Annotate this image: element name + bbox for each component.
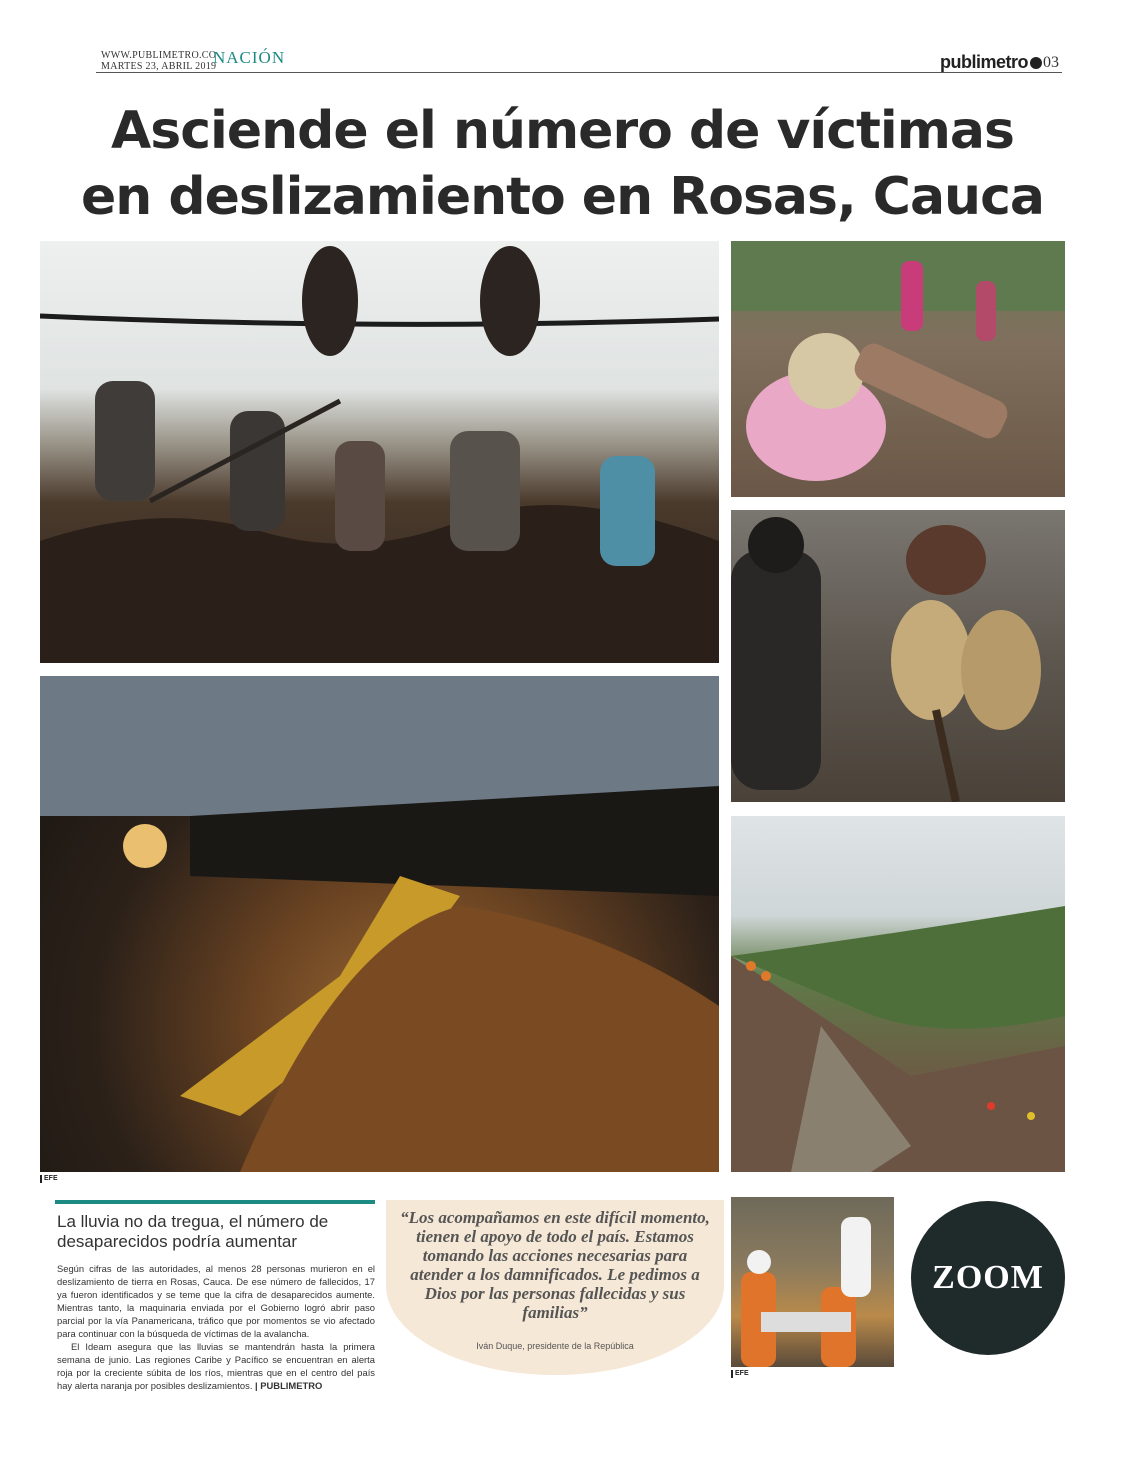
photo-rescuers-digging xyxy=(40,241,719,663)
section-label: NACIÓN xyxy=(213,48,286,67)
photo-childs-shoes-art xyxy=(731,510,1065,802)
story-signature: | PUBLIMETRO xyxy=(255,1380,323,1391)
logo-text: publimetro xyxy=(940,52,1028,72)
story-body xyxy=(57,1262,375,1392)
photo-teddy-bear-debris xyxy=(731,241,1065,497)
story-paragraph-2 xyxy=(57,1340,375,1392)
photo-hillside-landslide-art xyxy=(731,816,1065,1172)
photo-childs-shoes xyxy=(731,510,1065,802)
photo-hillside-landslide xyxy=(731,816,1065,1172)
pull-quote: “Los acompañamos en este difícil momento, tienen el apoyo de todo el país. Estamos tomando las acciones necesarias para atender a los damnificados. Le pedimos a Dios por las personas fallecidas y sus familias” xyxy=(400,1208,710,1322)
photo-teddy-bear-debris-art xyxy=(731,241,1065,497)
photo-rescue-stretcher xyxy=(731,1197,894,1367)
header-divider xyxy=(96,72,1062,73)
globe-icon xyxy=(1030,57,1042,69)
headline-line-1: Asciende el número de víctimas xyxy=(111,101,1014,161)
photo-rescue-stretcher-art xyxy=(731,1197,894,1367)
issue-date: MARTES 23, ABRIL 2019 xyxy=(101,61,217,72)
photo-credit: EFE xyxy=(40,1175,58,1183)
headline-line-2: en deslizamiento en Rosas, Cauca xyxy=(80,167,1044,227)
zoom-label: ZOOM xyxy=(932,1259,1044,1296)
story-accent-rule xyxy=(55,1200,375,1204)
headline xyxy=(40,98,1085,230)
zoom-badge xyxy=(911,1201,1065,1355)
photo-rescuers-digging-art xyxy=(40,241,719,663)
story-paragraph-1: Según cifras de las autoridades, al menos 28 personas murieron en el deslizamiento de tierra en Rosas, Cauca. De ese número de fallecidos, 17 ya fueron identificados y se teme que la cifra de desaparecidos aumente. Mientras tanto, la maquinaria enviada por el Gobierno logró abrir paso parcial por la vía Panamericana, tráfico que por momentos se vio afectado para continuar con la búsqueda de víctimas de la avalancha. xyxy=(57,1263,375,1339)
header-dateline xyxy=(101,50,216,72)
story-paragraph-2-text: El Ideam asegura que las lluvias se mantendrán hasta la primera semana de junio. Las regiones Caribe y Pacífico se encuentran en alerta roja por la creciente súbita de los ríos, mientras que en el centro del país hay alerta naranja por posibles deslizamientos. xyxy=(57,1341,375,1391)
publimetro-logo xyxy=(940,52,1042,73)
site-url: WWW.PUBLIMETRO.CO xyxy=(101,50,217,61)
story-title: La lluvia no da tregua, el número de desaparecidos podría aumentar xyxy=(57,1212,329,1251)
quote-attribution: Iván Duque, presidente de la República xyxy=(476,1341,634,1351)
page-number: 03 xyxy=(1043,54,1059,71)
photo-credit-small: EFE xyxy=(731,1370,749,1378)
photo-night-excavation-art xyxy=(40,676,719,1172)
photo-night-excavation xyxy=(40,676,719,1172)
